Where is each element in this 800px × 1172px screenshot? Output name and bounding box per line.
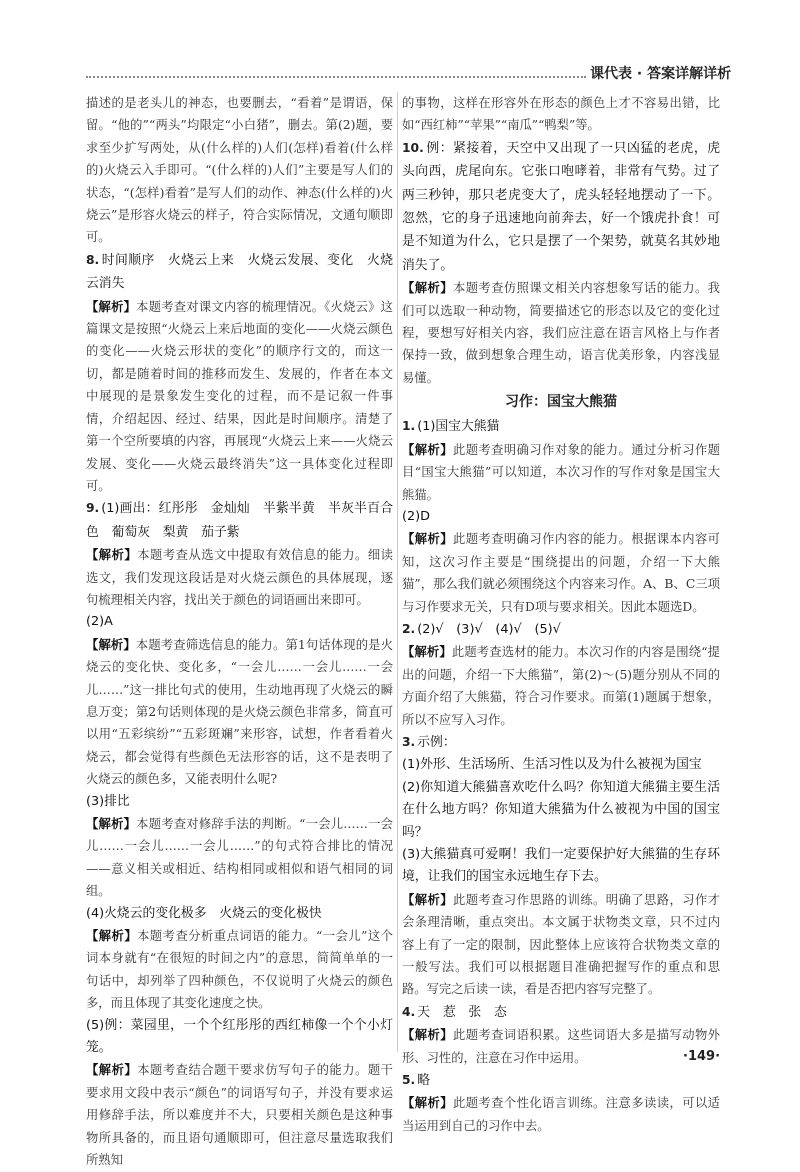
analysis-tag: 【解析】: [402, 645, 452, 660]
continued-analysis: 的事物，这样在形容外在形态的颜色上才不容易出错，比如“西红柿”“苹果”“南瓜”“鸭梨”等。: [402, 96, 720, 133]
analysis-tag: 【解析】: [86, 817, 137, 831]
analysis-9-5: [86, 1059, 393, 1171]
answer-9-1: [86, 497, 393, 544]
analysis-text: 此题考查词语积累。这些词语大多是描写动物外形、习性的，注意在习作中运用。: [402, 1028, 720, 1065]
analysis-tag: 【解析】: [402, 281, 453, 296]
answer-text: 示例：: [417, 734, 456, 750]
analysis-text: 本题考查结合题干要求仿写句子的能力。题干要求用文段中表示“颜色”的词语写句子，并没有要求运用修辞手法，所以难度并不大，只要相关颜色是这种事物所具备的，而且语句通顺即可，但注意尽量选取我们所熟知: [86, 1063, 393, 1168]
answer-text: (1)国宝大熊猫: [417, 419, 500, 435]
analysis-tag: 【解析】: [402, 442, 453, 457]
analysis-tag: 【解析】: [402, 532, 453, 547]
analysis-text: 此题考查个性化语言训练。注意多读读，可以适当运用到自己的习作中去。: [402, 1096, 720, 1133]
answer-9-3: (3)排比: [86, 793, 130, 809]
section-title: 习作：国宝大熊猫: [505, 394, 617, 411]
analysis-tag: 【解析】: [402, 892, 453, 907]
page-number: ·149·: [683, 1049, 721, 1064]
writing-answer-3-1: (1)外形、生活场所、生活习性以及为什么被视为国宝: [402, 757, 702, 773]
writing-analysis-3: [402, 889, 720, 1001]
analysis-text: 本题考查筛选信息的能力。第1句话体现的是火烧云的变化快、变化多，“一会儿……一会儿……一会儿……”这一排比句式的使用，生动地再现了火烧云的瞬息万变；第2句话则体现的是火烧云颜色非常多，简直可以用“五彩缤纷”“五彩斑斓”来形容，试想，作者看着火烧云，都会觉得有些颜色无法形容的话，这不是表明了火烧云的颜色多，又能表明什么呢?: [86, 637, 393, 787]
writing-analysis-1-2: [402, 528, 720, 618]
header-title: 课代表 · 答案详解详析: [590, 66, 732, 82]
right-column: [402, 92, 720, 1137]
column-divider: [397, 92, 398, 1052]
question-number: 5.: [402, 1073, 416, 1088]
analysis-text: 本题考查从选文中提取有效信息的能力。细读选文，我们发现这段话是对火烧云颜色的具体展现，逐句梳理相关内容，找出关于颜色的词语画出来即可。: [86, 548, 393, 607]
analysis-text: 本题考查对课文内容的梳理情况。《火烧云》这篇课文是按照“火烧云上来后地面的变化——火烧云颜色的变化——火烧云形状的变化”的顺序行文的，而这一切，都是随着时间的推移而发生、发展的，作者在本文中展现的是景象发生变化的过程，而不是记叙一件事情，介绍起因、经过、结果，因此是时间顺序。清楚了第一个空所要填的内容，再展现“火烧云上来——火烧云发展、变化——火烧云最终消失”这一具体变化过程即可。: [86, 299, 393, 493]
writing-analysis-2: [402, 641, 720, 731]
writing-answer-5: [402, 1069, 720, 1092]
writing-answer-3-2: (2)你知道大熊猫喜欢吃什么吗？你知道大熊猫主要生活在什么地方吗？你知道大熊猫为什么被视为中国的国宝吗？: [402, 779, 720, 840]
analysis-8: [86, 296, 393, 498]
analysis-9-4: [86, 925, 393, 1015]
analysis-tag: 【解析】: [86, 929, 138, 944]
analysis-text: 本题考查仿照课文相关内容想象写话的能力。我们可以选取一种动物，简要描述它的形态以及它的变化过程，要想写好相关内容，我们应注意在语言风格上与作者保持一致，做到想象合理生动，语言优美形象，内容浅显易懂。: [402, 281, 720, 385]
writing-answer-3: [402, 731, 720, 754]
analysis-text: 本题考查分析重点词语的能力。“一会儿”这个词本身就有“在很短的时间之内”的意思，简简单单的一句话中，却列举了四种颜色，不仅说明了火烧云的颜色多，而且体现了其变化速度之快。: [86, 929, 393, 1011]
writing-answer-2: [402, 618, 720, 641]
answer-text: (2)√ (3)√ (4)√ (5)√: [417, 621, 561, 637]
question-number: 10.: [402, 140, 424, 155]
analysis-text: 此题考查选材的能力。本次习作的内容是围绕“提出的问题，介绍一下大熊猫”，第(2)～(5)题分别从不同的方面介绍了大熊猫，符合习作要求。而第(1)题属于想象，所以不应写入习作。: [402, 645, 720, 727]
answer-text: 时间顺序 火烧云上来 火烧云发展、变化 火烧云消失: [86, 252, 393, 292]
answer-9-5: (5)例：菜园里，一个个红彤彤的西红柿像一个个小灯笼。: [86, 1017, 393, 1056]
writing-analysis-1-1: [402, 439, 720, 506]
analysis-tag: 【解析】: [402, 1096, 453, 1111]
analysis-text: 此题考查习作思路的训练。明确了思路，习作才会条理清晰，重点突出。本文属于状物类文章，只不过内容上有了一定的限制，因此整体上应该符合状物类文章的一般写法。我们可以根据题目准确把握写作的重点和思路。写完之后读一读，看是否把内容写完整了。: [402, 892, 720, 997]
question-number: 3.: [402, 734, 416, 749]
writing-answer-3-3: (3)大熊猫真可爱啊！我们一定要保护好大熊猫的生存环境，让我们的国宝永远地生存下去。: [402, 847, 720, 885]
analysis-9-2: [86, 634, 393, 791]
question-number: 4.: [402, 1004, 416, 1019]
analysis-tag: 【解析】: [86, 637, 136, 652]
analysis-text: 此题考查明确习作内容的能力。根据课本内容可知，这次习作主要是“围绕提出的问题，介绍一下大熊猫”，那么我们就必须围绕这个内容来习作。A、B、C三项与习作要求无关，只有D项与要求相关。因此本题选D。: [402, 532, 720, 614]
answer-text: 例：紧接着，天空中又出现了一只凶猛的老虎，虎头向西，虎尾向东。它张口咆哮着，非常有气势。过了两三秒钟，那只老虎变大了，虎头轻轻地摆动了一下。忽然，它的身子迅速地向前奔去，好一个饿虎扑食！可是不知道为什么，它只是摆了一个架势，就莫名其妙地消失了。: [402, 140, 720, 273]
analysis-9-3: [86, 813, 393, 903]
analysis-text: 此题考查明确习作对象的能力。通过分析习作题目“国宝大熊猫”可以知道，本次习作的写作对象是国宝大熊猫。: [402, 442, 720, 502]
analysis-tag: 【解析】: [86, 1063, 138, 1078]
answer-10: [402, 137, 720, 277]
analysis-tag: 【解析】: [86, 548, 138, 563]
question-number: 2.: [402, 621, 416, 636]
continued-analysis: 描述的是老头儿的神态，也要删去，“看着”是谓语，保留。“他的”“两头”均限定“小白猪”，删去。第(2)题，要求至少扩写两处，从(什么样的)人们(怎样)看着(什么样的)火烧云入手即可。“(什么样的)人们”主要是写人们的状态，“(怎样)看着”是写人们的动作、神态(什么样的)火烧云”是形容火烧云的样子，符合实际情况，文通句顺即可。: [86, 96, 393, 245]
answer-9-4: (4)火烧云的变化极多 火烧云的变化极快: [86, 905, 322, 921]
question-number: 1.: [402, 419, 416, 434]
analysis-tag: 【解析】: [86, 299, 137, 314]
writing-answer-4: [402, 1001, 720, 1024]
answer-text: (1)画出：红彤彤 金灿灿 半紫半黄 半灰半百合色 葡萄灰 梨黄 茄子紫: [86, 501, 393, 540]
writing-answer-1-1: [402, 415, 720, 438]
left-column: [86, 92, 393, 1172]
answer-text: 略: [417, 1073, 431, 1089]
writing-answer-1-2: (2)D: [402, 508, 430, 524]
analysis-10: [402, 277, 720, 389]
answer-8: [86, 249, 393, 296]
question-number: 8.: [86, 252, 100, 267]
analysis-text: 本题考查对修辞手法的判断。“一会儿……一会儿……一会儿……一会儿……”的句式符合排比的情况——意义相关或相近、结构相同或相似和语气相同的词组。: [86, 817, 393, 899]
header-dotted-rule: [86, 76, 586, 78]
question-number: 9.: [86, 501, 100, 516]
answer-text: 天 惹 张 态: [417, 1004, 507, 1020]
analysis-9-1: [86, 544, 393, 611]
answer-9-2: (2)A: [86, 614, 113, 630]
writing-analysis-4: [402, 1024, 720, 1069]
analysis-tag: 【解析】: [402, 1028, 453, 1043]
